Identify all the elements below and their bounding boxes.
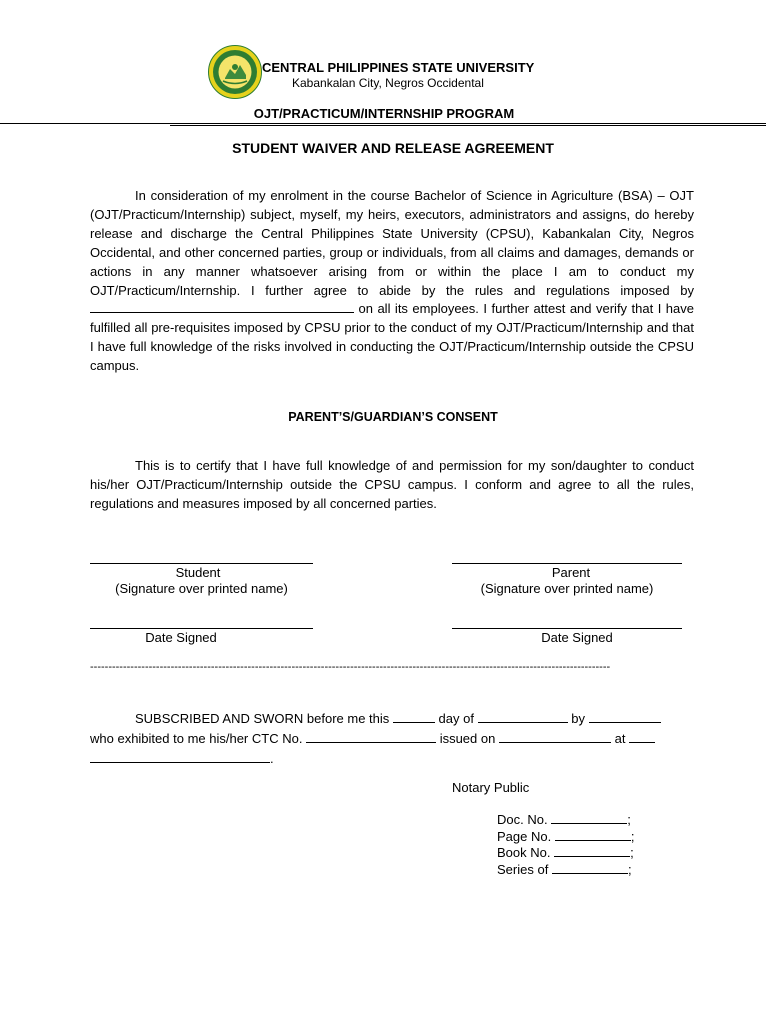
issued-date-blank[interactable]: [499, 731, 611, 743]
parent-signature-line[interactable]: [452, 563, 682, 564]
series-of-row: [497, 862, 634, 879]
consent-text: This is to certify that I have full knowledge of and permission for my son/daughter to conduct his/her OJT/Practicum/Internship outside the CPSU campus. I conform and agree to all the rules, regulations and measures imposed by all concerned parties.: [90, 458, 694, 511]
place-blank-start[interactable]: [629, 731, 655, 743]
by-name-blank[interactable]: [589, 711, 661, 723]
student-date-line[interactable]: [90, 628, 313, 629]
parent-signature-caption: (Signature over printed name): [480, 581, 654, 596]
document-title: STUDENT WAIVER AND RELEASE AGREEMENT: [232, 140, 554, 156]
student-label: Student: [175, 565, 221, 580]
book-no-blank[interactable]: [554, 846, 630, 857]
sworn-period: .: [270, 751, 274, 766]
doc-no-blank[interactable]: [551, 813, 627, 824]
series-of-semicolon: ;: [627, 861, 632, 877]
book-no-semicolon: ;: [630, 845, 634, 860]
sworn-statement: [90, 709, 684, 769]
program-name: OJT/PRACTICUM/INTERNSHIP PROGRAM: [253, 106, 515, 121]
page-no-label: Page No.: [497, 828, 552, 844]
sworn-text: SUBSCRIBED AND SWORN before me this: [135, 711, 390, 726]
notary-record: [497, 812, 634, 878]
place-blank[interactable]: [90, 751, 270, 763]
book-no-label: Book No.: [497, 845, 551, 860]
university-seal-logo: [208, 45, 262, 99]
page-no-semicolon: ;: [630, 828, 635, 844]
student-signature-line[interactable]: [90, 563, 313, 564]
exhibited-text: who exhibited to me his/her CTC No.: [90, 731, 303, 746]
parent-label: Parent: [551, 565, 591, 580]
header-rule-second: [170, 125, 766, 126]
header-rule: [0, 123, 766, 124]
parent-date-line[interactable]: [452, 628, 682, 629]
page-no-blank[interactable]: [555, 830, 631, 841]
series-of-label: Series of: [497, 861, 549, 877]
cut-separator: ----------------------------------------------------------------------------------------------------------------------------------------------: [90, 661, 611, 673]
book-no-row: [497, 845, 634, 862]
month-blank[interactable]: [478, 711, 568, 723]
waiver-text-part1: In consideration of my enrolment in the course Bachelor of Science in Agriculture (BSA) – OJT (OJT/Practicum/Internship) subject, myself, my heirs, executors, administrators and assigns, do hereby release and discharge the Central Philippines State University (CPSU), Kabankalan City, Negros Occidental, and other concerned parties, group or individuals, from all claims and damages, demands or actions in any manner whatsoever arising from or within the place I am to conduct my OJT/Practicum/Internship. I further agree to abide by the rules and regulations imposed by: [90, 188, 694, 298]
university-address: Kabankalan City, Negros Occidental: [292, 76, 484, 90]
day-blank[interactable]: [393, 711, 435, 723]
university-name: CENTRAL PHILIPPINES STATE UNIVERSITY: [262, 60, 535, 75]
notary-public-label: Notary Public: [452, 780, 530, 795]
student-signature-caption: (Signature over printed name): [115, 581, 288, 596]
student-date-label: Date Signed: [145, 630, 217, 645]
waiver-paragraph: [90, 187, 694, 376]
day-of-label: day of: [438, 711, 474, 726]
parent-date-label: Date Signed: [541, 630, 613, 645]
waiver-text-part2: on all its employees. I further attest and verify that I have fulfilled all pre-requisites imposed by CPSU prior to the conduct of my OJT/Practicum/Internship and that I have full knowledge of the risks involved in conducting the OJT/Practicum/Internship outside the CPSU campus.: [90, 301, 694, 374]
page-no-row: [497, 829, 634, 846]
issued-on-label: issued on: [439, 731, 496, 746]
ctc-no-blank[interactable]: [306, 731, 436, 743]
consent-paragraph: [90, 457, 694, 514]
doc-no-row: [497, 812, 634, 829]
series-of-blank[interactable]: [552, 863, 628, 874]
host-company-blank[interactable]: [90, 301, 354, 313]
doc-no-semicolon: ;: [627, 812, 631, 827]
doc-no-label: Doc. No.: [497, 812, 548, 827]
at-label: at: [614, 731, 626, 746]
by-label: by: [571, 711, 585, 726]
consent-heading: PARENT’S/GUARDIAN’S CONSENT: [288, 410, 498, 424]
